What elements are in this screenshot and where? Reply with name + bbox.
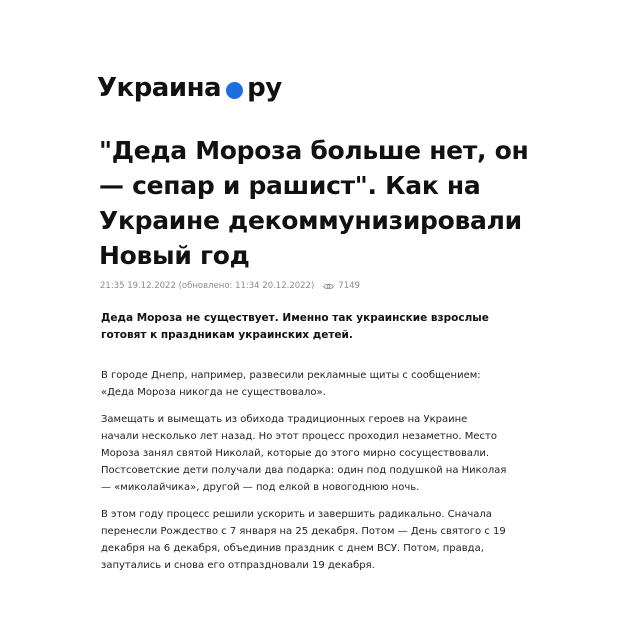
lead-line: Деда Мороза не существует. Именно так украинские взрослые [101, 312, 489, 324]
headline-line: — сепар и рашист". Как на [99, 171, 481, 200]
blue-dot-icon [226, 82, 243, 99]
headline-line: "Деда Мороза больше нет, он [99, 136, 529, 165]
article-paragraph-1 [101, 367, 541, 401]
article-paragraph-3 [101, 506, 541, 574]
article-paragraph-2 [101, 411, 541, 496]
eye-icon [323, 283, 334, 290]
paragraph-line: Постсоветские дети получали два подарка: один под подушкой на Николая [101, 465, 507, 476]
logo-text-left: Украина [97, 73, 222, 103]
headline-line: Новый год [99, 241, 250, 270]
paragraph-line: — «миколайчика», другой — под елкой в новогоднюю ночь. [101, 482, 420, 493]
paragraph-line: декабря на 6 декабря, объединив праздник с днем ВСУ. Потом, правда, [101, 543, 484, 554]
paragraph-line: В городе Днепр, например, развесили рекламные щиты с сообщением: [101, 370, 481, 381]
publish-time: 21:35 19.12.2022 [100, 281, 176, 291]
paragraph-line: В этом году процесс решили ускорить и завершить радикально. Сначала [101, 509, 492, 520]
headline-line: Украине декоммунизировали [99, 206, 522, 235]
paragraph-line: «Деда Мороза никогда не существовало». [101, 387, 326, 398]
paragraph-line: перенесли Рождество с 7 января на 25 декабря. Потом — День святого с 19 [101, 526, 506, 537]
article-lead [101, 310, 541, 344]
paragraph-line: Замещать и вымещать из обихода традиционных героев на Украине [101, 414, 468, 425]
paragraph-line: Мороза занял святой Николай, которые до этого мирно сосуществовали. [101, 448, 490, 459]
article-headline [99, 133, 539, 273]
lead-line: готовят к праздникам украинских детей. [101, 329, 353, 341]
views-counter [323, 281, 360, 291]
site-logo[interactable] [97, 73, 282, 103]
paragraph-line: запутались и снова его отпраздновали 19 декабря. [101, 560, 375, 571]
updated-time: (обновлено: 11:34 20.12.2022) [178, 281, 315, 291]
article-meta [100, 281, 360, 291]
views-count: 7149 [338, 281, 360, 291]
logo-text-right: ру [247, 73, 282, 103]
paragraph-line: начали несколько лет назад. Но этот процесс проходил незаметно. Место [101, 431, 497, 442]
